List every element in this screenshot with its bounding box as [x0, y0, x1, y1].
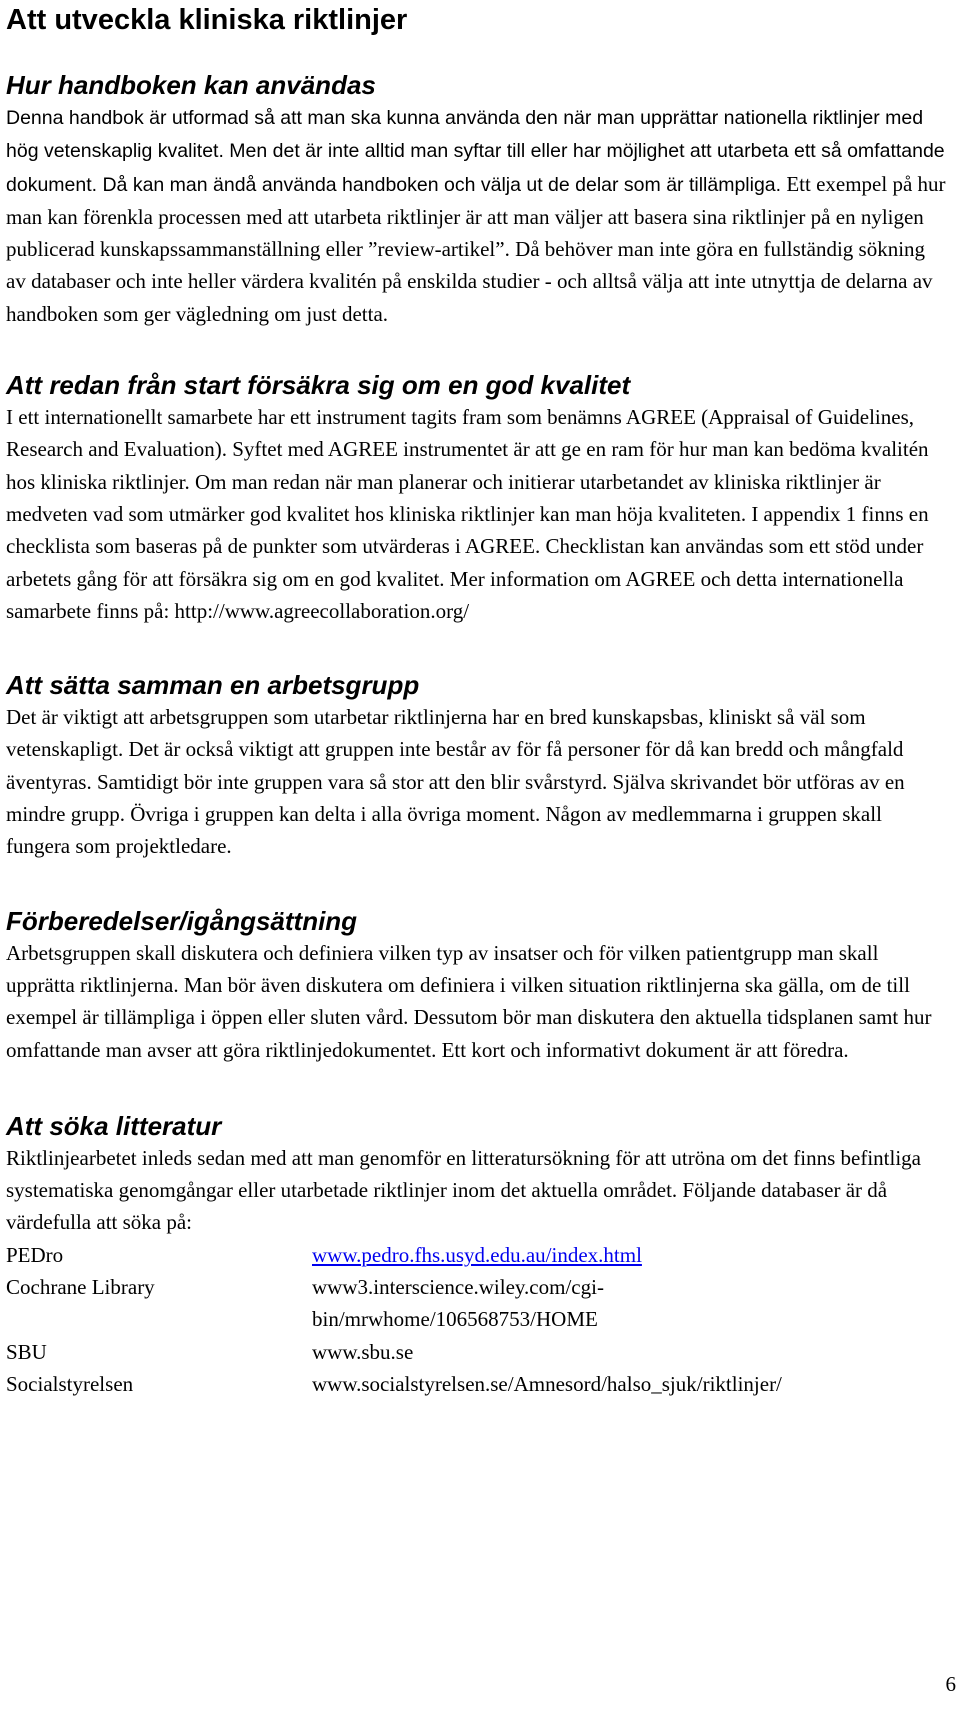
- database-name-cochrane: Cochrane Library: [6, 1275, 155, 1300]
- section-heading-quality: Att redan från start försäkra sig om en god kvalitet: [6, 370, 631, 401]
- section-heading-preparation: Förberedelser/igångsättning: [6, 905, 358, 936]
- page-number: 6: [945, 1672, 956, 1696]
- database-link-pedro[interactable]: www.pedro.fhs.usyd.edu.au/index.html: [312, 1242, 642, 1267]
- section-body-usage-serif: Ett exempel på hur man kan förenkla processen med att utarbeta riktlinjer är att man väljer att basera sina riktlinjer på en nyligen publicerad kunskapssammanställning eller ”review-artikel”. Då behöver man inte göra en fullständig sökning av databaser och inte heller värdera kvalitén på enskilda studier - och alltså välja att inte utnyttja de delarna av handboken som ger vägledning om just detta.: [6, 171, 946, 326]
- section-body-preparation: Arbetsgruppen skall diskutera och definiera vilken typ av insatser och för vilken patientgrupp man skall upprätta riktlinjerna. Man bör även diskutera om definiera i vilken situation riktlinjerna ska gälla, om de till exempel är tillämpliga i öppen eller sluten vård. Dessutom bör man diskutera den aktuella tidsplanen samt hur omfattande man avser att göra riktlinjedokumentet. Ett kort och informativt dokument är att föredra.: [6, 940, 932, 1062]
- section-heading-literature: Att söka litteratur: [6, 1110, 222, 1141]
- section-heading-usage: Hur handboken kan användas: [6, 70, 376, 100]
- database-url-cochrane: [312, 1271, 912, 1336]
- database-url-cochrane-line1: www3.interscience.wiley.com/cgi-: [312, 1275, 604, 1300]
- database-url-socialstyrelsen: www.socialstyrelsen.se/Amnesord/halso_sjuk/riktlinjer/: [312, 1371, 782, 1396]
- page-title: Att utveckla kliniska riktlinjer: [6, 4, 408, 36]
- section-body-quality: I ett internationellt samarbete har ett instrument tagits fram som benämns AGREE (Appraisal of Guidelines, Research and Evaluation). Syftet med AGREE instrumentet är att ge en ram för hur man kan bedöma kvalitén hos kliniska riktlinjer. Om man redan när man planerar och initierar utarbetandet av kliniska riktlinjer är medveten vad som utmärker god kvalitet hos kliniska riktlinjer kan man höja kvaliteten. I appendix 1 finns en checklista som baseras på de punkter som utvärderas i AGREE. Checklistan kan användas som ett stöd under arbetets gång för att försäkra sig om en god kvalitet. Mer information om AGREE och detta internationella samarbete finns på: http://www.agreecollaboration.org/: [6, 405, 929, 623]
- section-body-workgroup: Det är viktigt att arbetsgruppen som utarbetar riktlinjerna har en bred kunskapsbas, kliniskt så väl som vetenskapligt. Det är också viktigt att gruppen inte består av för få personer för då kan bredd och mångfald äventyras. Samtidigt bör inte gruppen vara så stor att den blir svårstyrd. Själva skrivandet bör utföras av en mindre grupp. Övriga i gruppen kan delta i alla övriga moment. Någon av medlemmarna i gruppen skall fungera som projektledare.: [6, 705, 905, 859]
- database-url-cochrane-line2: bin/mrwhome/106568753/HOME: [312, 1307, 598, 1332]
- database-list: [6, 1239, 950, 1400]
- database-name-sbu: SBU: [6, 1339, 47, 1364]
- section-heading-workgroup: Att sätta samman en arbetsgrupp: [6, 670, 420, 701]
- document-page: [6, 0, 950, 1400]
- database-name-socialstyrelsen: Socialstyrelsen: [6, 1371, 134, 1396]
- database-name-pedro: PEDro: [6, 1242, 64, 1267]
- database-url-sbu: www.sbu.se: [312, 1339, 414, 1364]
- section-body-usage: [6, 101, 950, 330]
- section-body-usage-sans: Denna handbok är utformad så att man ska kunna använda den när man upprättar nationella riktlinjer med hög vetenskaplig kvalitet. Men det är inte alltid man syftar till eller har möjlighet att utarbeta ett så omfattande dokument. Då kan man ändå använda handboken och välja ut de delar som är tillämpliga.: [6, 107, 945, 196]
- section-body-literature: Riktlinjearbetet inleds sedan med att man genomför en litteratursökning för att utröna om det finns befintliga systematiska genomgångar eller utarbetade riktlinjer inom det aktuella området. Följande databaser är då värdefulla att söka på:: [6, 1145, 922, 1235]
